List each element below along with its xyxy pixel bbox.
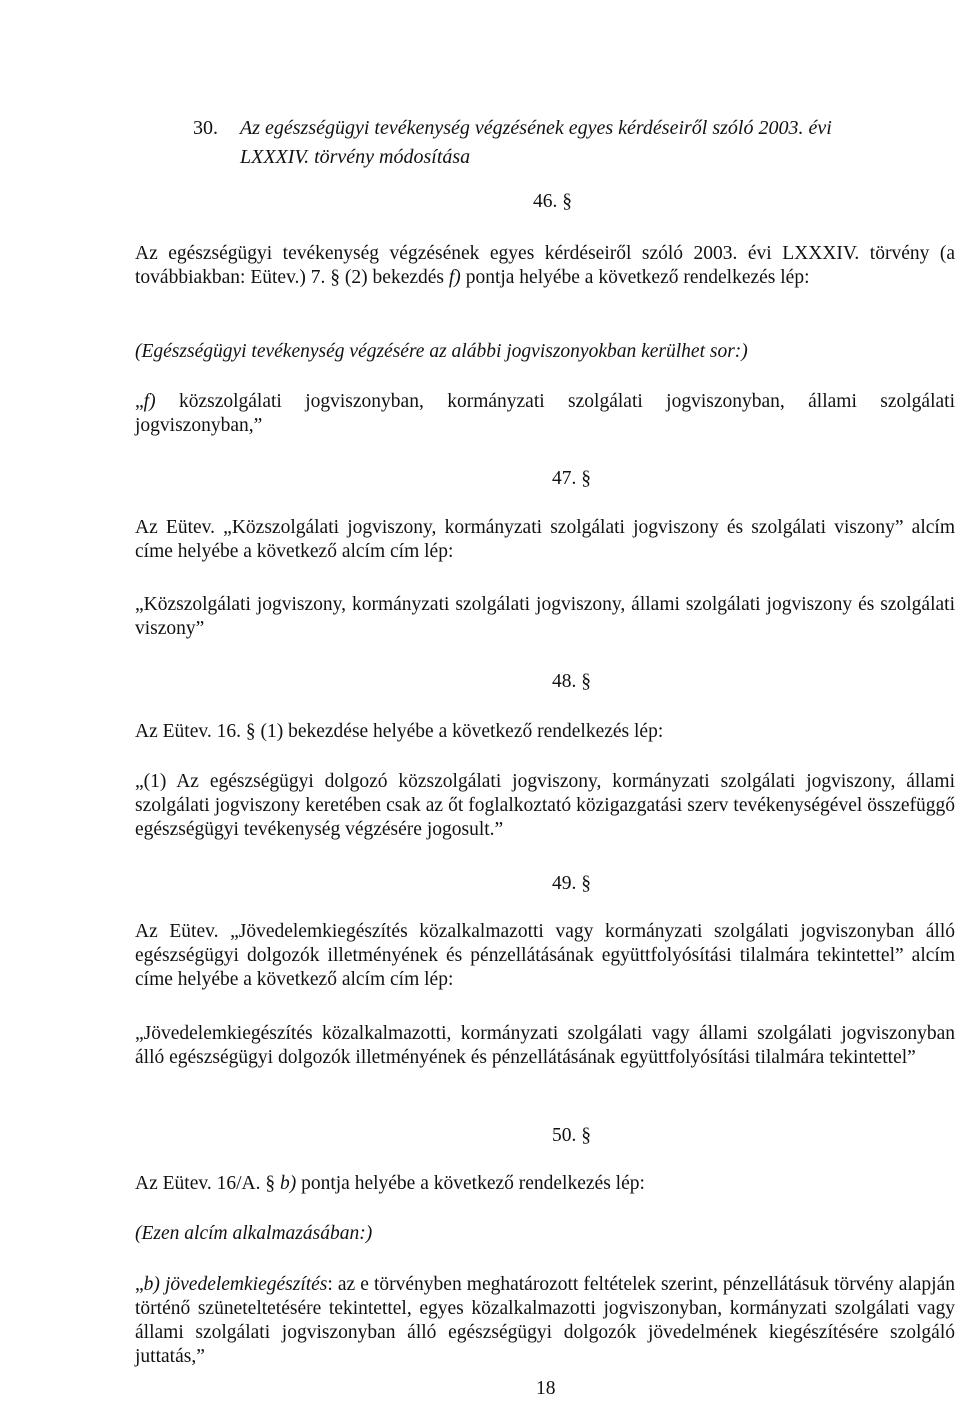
quote-open: „ — [135, 391, 144, 412]
section-47-quoted-title: „Közszolgálati jogviszony, kormányzati szolgálati jogviszony, állami szolgálati jogviszony és szolgálati viszony” — [135, 594, 955, 639]
section-46-paragraph-1 — [135, 242, 955, 290]
page-number: 18 — [536, 1378, 556, 1399]
chapter-title: Az egészségügyi tevékenység végzésének egyes kérdéseiről szóló 2003. évi LXXXIV. törvény módosítása — [240, 117, 832, 168]
text-run: közszolgálati jogviszonyban, kormányzati szolgálati jogviszonyban, állami szolgálati jogviszonyban,” — [135, 391, 955, 436]
point-reference: f) — [143, 391, 156, 412]
section-46-quoted-provision — [135, 390, 955, 438]
section-49-label: 49. § — [552, 873, 591, 894]
section-46-context-line: (Egészségügyi tevékenység végzésére az alábbi jogviszonyokban kerülhet sor:) — [135, 341, 748, 362]
section-50-context-line: (Ezen alcím alkalmazásában:) — [135, 1223, 373, 1244]
point-reference: b) — [279, 1173, 297, 1194]
section-49-quoted-title: „Jövedelemkiegészítés közalkalmazotti, kormányzati szolgálati vagy állami szolgálati jogviszonyban álló egészségügyi dolgozók illetményének és pénzellátásának együttfolyósítási tilalmára tekintettel” — [135, 1023, 955, 1068]
section-48-paragraph-1: Az Eütev. 16. § (1) bekezdése helyébe a következő rendelkezés lép: — [135, 721, 664, 742]
section-50-quoted-provision — [135, 1273, 955, 1369]
text-run: : az e törvényben meghatározott feltételek szerint, pénzellátásuk törvény alapján történő szüneteltetésére tekintettel, egyes közalkalmazotti jogviszonyban, kormányzati szolgálati vagy állami szolgálati jogviszonyban álló egészségügyi dolgozók jövedelmének kiegészítésére szolgáló juttatás,” — [135, 1274, 956, 1367]
section-49-paragraph-1: Az Eütev. „Jövedelemkiegészítés közalkalmazotti vagy kormányzati szolgálati jogviszonyban álló egészségügyi dolgozók illetményének és pénzellátásának együttfolyósítási tilalmára tekintettel” alcím címe helyébe a következő alcím cím lép: — [135, 921, 955, 990]
text-run: pontja helyébe a következő rendelkezés lép: — [460, 267, 810, 288]
section-48-quoted-provision: „(1) Az egészségügyi dolgozó közszolgálati jogviszony, kormányzati szolgálati jogviszony, állami szolgálati jogviszony keretében csak az őt foglalkoztató közigazgatási szerv tevékenységével összefüggő egészségügyi tevékenység végzésére jogosult.” — [135, 771, 955, 840]
quote-open: „ — [135, 1274, 144, 1295]
defined-term: b) jövedelemkiegészítés — [143, 1274, 328, 1295]
chapter-number: 30. — [193, 117, 218, 139]
section-47-label: 47. § — [552, 468, 591, 489]
section-48-label: 48. § — [552, 671, 591, 692]
chapter-heading — [193, 114, 873, 172]
section-50-paragraph-1 — [135, 1172, 955, 1196]
point-reference: f) — [448, 267, 461, 288]
text-run: Az egészségügyi tevékenység végzésének egyes kérdéseiről szóló 2003. évi LXXXIV. törvény (a továbbiakban: Eütev.) 7. § (2) bekezdés — [135, 243, 955, 288]
section-47-paragraph-1: Az Eütev. „Közszolgálati jogviszony, kormányzati szolgálati jogviszony és szolgálati viszony” alcím címe helyébe a következő alcím cím lép: — [135, 517, 955, 562]
section-50-label: 50. § — [552, 1125, 591, 1146]
text-run: Az Eütev. 16/A. § — [135, 1173, 280, 1194]
section-46-label: 46. § — [533, 191, 572, 212]
text-run: pontja helyébe a következő rendelkezés lép: — [296, 1173, 645, 1194]
